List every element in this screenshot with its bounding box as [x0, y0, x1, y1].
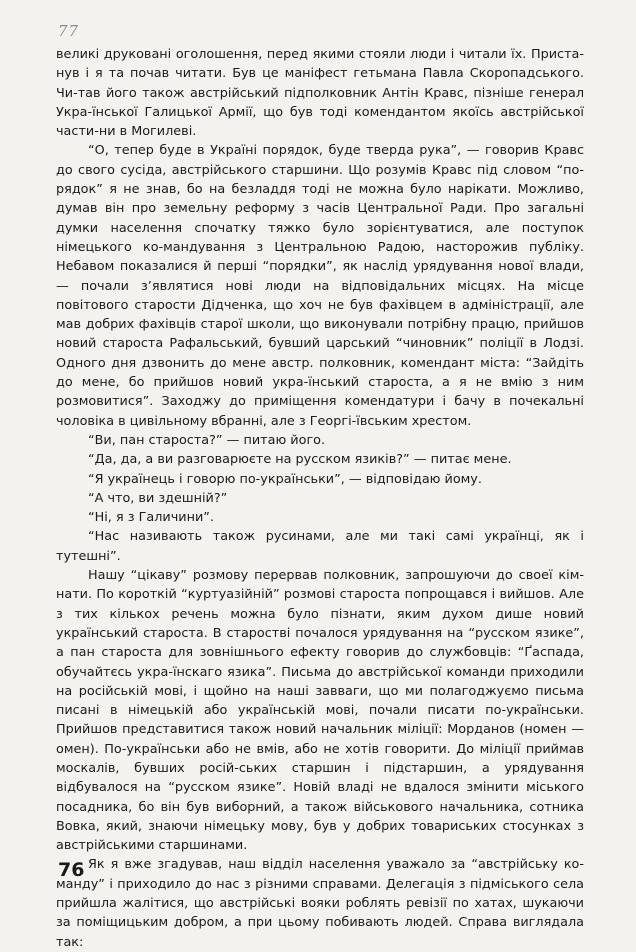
dialogue-line-3: “Я українець і говорю по-українськи”, — відповідаю йому. — [88, 471, 482, 487]
page-number: 76 — [58, 859, 85, 881]
dialogue-line-6: “Нас називають також русинами, але ми такі самі українці, як і тутешні”. — [56, 529, 584, 564]
dialogue-line-5: “Ні, я з Галичини”. — [88, 510, 214, 526]
paragraph-3: Нашу “цікаву” розмову перервав полковник, запрошуючи до своеї кім-нати. По короткій “куртуазійній” розмові староста попрощався і вийшов. Але з тих кількох речень можна було пізнати, яким духом дише новий український староста. В старостві почалося урядування на “русском язике”, а пан староста для зовнішнього ефекту говорив до службовців: “Ґаспада, обучайтєсь укра-їнскаго язика”. Письма до австрійської команди приходили на російській мові, і щойно на наші завваги, що ми полагоджуємо письма писані в німецькій або українській мові, почали писати по-українськи. Прийшов представитися також новий начальник міліції: Морданов (номен — омен). По-українськи або не вмів, або не хотів говорити. До міліції приймав москалів, бувших росій-ських старшин і підстаршин, а урядування відбувалося на “русском язике”. Новій владі не вдалося змінити міського посадника, бо він був виборний, а також військового начальника, сотника Вовка, який, знаючи німецьку мову, був у добрих товариських стосунках з австрійськими старшинами. — [56, 568, 584, 854]
dialogue-line-4: “А что, ви здешній?” — [88, 490, 228, 506]
dialogue-line-1: “Ви, пан староста?” — питаю його. — [88, 432, 326, 448]
dialogue-line-2: “Да, да, а ви разговарюєте на русском язиків?” — питає мене. — [88, 452, 512, 468]
body-text — [56, 45, 584, 952]
paragraph-2: “О, тепер буде в Україні порядок, буде тверда рука”, — говорив Кравс до свого сусіда, австрійського старшини. Що розумів Кравс під словом “по-рядок” я не знав, бо на безладдя тоді не можна було нарікати. Можливо, думав він про земельну реформу з часів Центральної Ради. Про загальні думки населення спочатку тяжко було зорієнтуватися, але поступок німецького ко-мандування з Центральною Радою, насторожив публіку. Небавом показалися й перші “порядки”, як наслід урядування нової влади, — почали з’являтися нові люди на відповідальних місцях. На місце повітового старости Дідченка, що хоч не був фахівцем в адміністрації, але мав добрих фахівців старої школи, що виконували потрібну працю, прийшов новий староста Рафальський, бувший царський “чиновник” поліції в Лодзі. Одного дня дзвонить до мене австр. полковник, комендант міста: “Зайдіть до мене, бо прийшов новий укра-їнський староста, а я не вмію з ним розмовитися”. Заходжу до приміщення комендатури і бачу в почекальні чоловіка в цивільному вбранні, але з Георгі-ївським хрестом. — [56, 143, 584, 429]
handwritten-page-note: 77 — [58, 22, 80, 40]
paragraph-4: Як я вже згадував, наш відділ населення уважало за “австрійську ко-манду” і приходило до нас з різними справами. Делегація з підміського села прийшла жалітися, що австрійські вояки роблять ревізії по хатах, шукаючи за поміщицьким добром, а при цьому побивають людей. Справа виглядала так: — [56, 857, 584, 950]
paragraph-1: великі друковані оголошення, перед якими стояли люди і читали їх. Приста-нув і я та почав читати. Був це маніфест гетьмана Павла Скоропадського. Чи-тав його також австрійський підполковник Антін Кравс, пізніше генерал Укра-їнської Галицької Армії, що був тоді комендантом якоїсь австрійської части-ни в Могилеві. — [56, 47, 584, 140]
